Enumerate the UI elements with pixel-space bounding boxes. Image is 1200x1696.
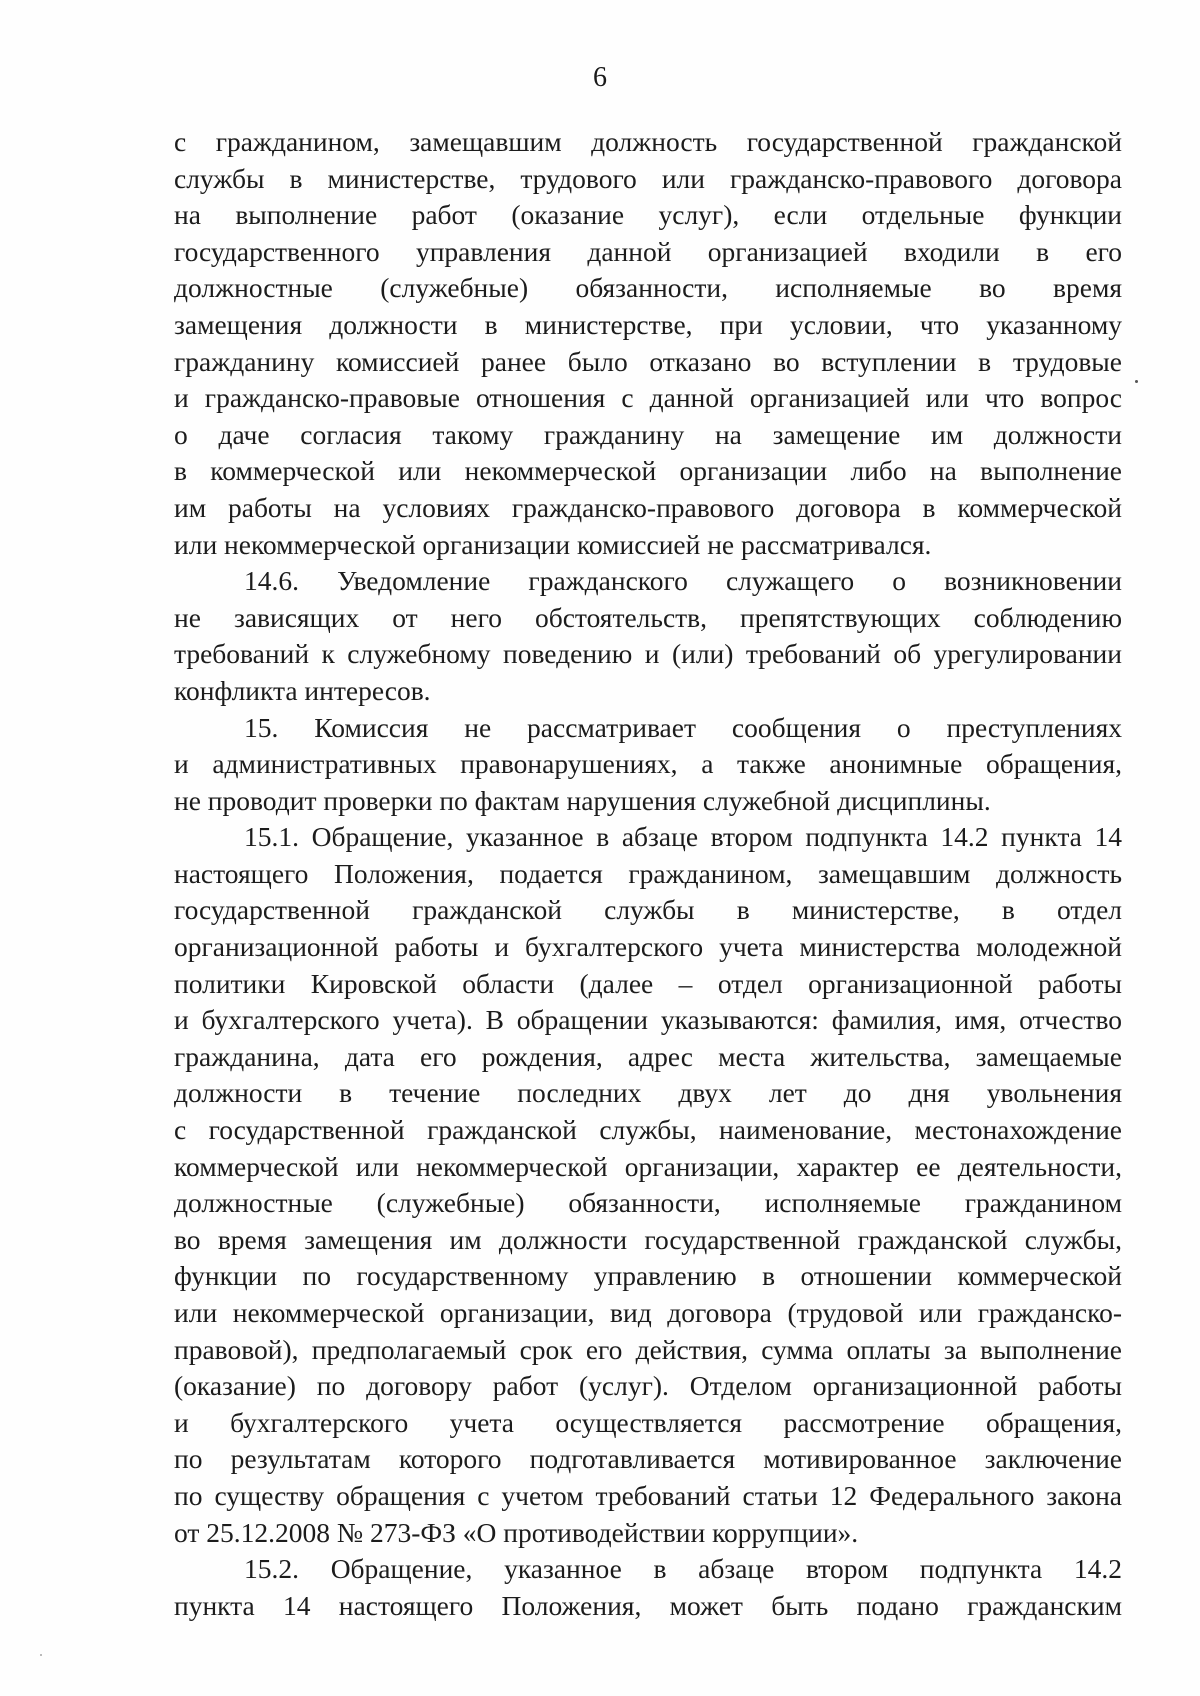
- text-line: 15.2. Обращение, указанное в абзаце втором подпункта 14.2: [244, 1553, 1122, 1585]
- text-line: им работы на условиях гражданско-правового договора в коммерческой: [174, 491, 1122, 523]
- text-line: по результатам которого подготавливается мотивированное заключение: [174, 1443, 1122, 1475]
- text-line: от 25.12.2008 № 273-ФЗ «О противодействии коррупции».: [174, 1516, 859, 1548]
- text-line: в коммерческой или некоммерческой организации либо на выполнение: [174, 455, 1122, 487]
- text-line: правовой), предполагаемый срок его действия, сумма оплаты за выполнение: [174, 1333, 1122, 1365]
- text-line: и бухгалтерского учета осуществляется рассмотрение обращения,: [174, 1406, 1122, 1438]
- text-line: на выполнение работ (оказание услуг), если отдельные функции: [174, 199, 1122, 231]
- text-line: или некоммерческой организации, вид договора (трудовой или гражданско-: [174, 1297, 1122, 1328]
- text-line: функции по государственному управлению в отношении коммерческой: [174, 1260, 1122, 1292]
- text-line: 15.1. Обращение, указанное в абзаце втором подпункта 14.2 пункта 14: [244, 821, 1122, 853]
- scan-speck: [40, 1654, 42, 1656]
- text-line: службы в министерстве, трудового или гражданско-правового договора: [174, 162, 1122, 194]
- text-line: гражданину комиссией ранее было отказано во вступлении в трудовые: [174, 345, 1122, 377]
- text-line: по существу обращения с учетом требований статьи 12 Федерального закона: [174, 1479, 1122, 1511]
- text-line: с государственной гражданской службы, наименование, местонахождение: [174, 1114, 1122, 1146]
- text-line: (оказание) по договору работ (услуг). Отделом организационной работы: [174, 1370, 1122, 1402]
- text-line: должностные (служебные) обязанности, исполняемые гражданином: [174, 1187, 1122, 1219]
- text-line: должности в течение последних двух лет до дня увольнения: [174, 1077, 1122, 1109]
- text-line: конфликта интересов.: [174, 674, 431, 706]
- text-line: во время замещения им должности государственной гражданской службы,: [174, 1223, 1122, 1255]
- text-line: о даче согласия такому гражданину на замещение им должности: [174, 418, 1122, 450]
- text-line: и бухгалтерского учета). В обращении указываются: фамилия, имя, отчество: [174, 1004, 1122, 1036]
- text-line: с гражданином, замещавшим должность государственной гражданской: [174, 126, 1122, 157]
- text-line: требований к служебному поведению и (или) требований об урегулировании: [174, 638, 1122, 670]
- page-number: 6: [593, 62, 607, 93]
- text-line: настоящего Положения, подается гражданином, замещавшим должность: [174, 857, 1122, 889]
- text-line: пункта 14 настоящего Положения, может быть подано гражданским: [174, 1589, 1122, 1621]
- text-line: и административных правонарушениях, а также анонимные обращения,: [174, 748, 1122, 780]
- text-line: коммерческой или некоммерческой организации, характер ее деятельности,: [174, 1150, 1122, 1182]
- text-line: политики Кировской области (далее – отдел организационной работы: [174, 967, 1122, 999]
- text-line: 15. Комиссия не рассматривает сообщения о преступлениях: [244, 711, 1122, 743]
- text-line: 14.6. Уведомление гражданского служащего о возникновении: [244, 565, 1122, 597]
- text-line: государственной гражданской службы в министерстве, в отдел: [174, 894, 1122, 926]
- text-line: замещения должности в министерстве, при условии, что указанному: [174, 308, 1122, 340]
- text-line: должностные (служебные) обязанности, исполняемые во время: [174, 272, 1122, 304]
- document-body: [174, 124, 1122, 1624]
- text-line: и гражданско-правовые отношения с данной организацией или что вопрос: [174, 382, 1122, 414]
- text-line: гражданина, дата его рождения, адрес места жительства, замещаемые: [174, 1040, 1122, 1072]
- text-line: не зависящих от него обстоятельств, препятствующих соблюдению: [174, 601, 1122, 633]
- text-line: государственного управления данной организацией входили в его: [174, 235, 1122, 267]
- scan-speck: [1135, 380, 1138, 383]
- text-line: или некоммерческой организации комиссией не рассматривался.: [174, 528, 932, 560]
- text-line: не проводит проверки по фактам нарушения служебной дисциплины.: [174, 784, 991, 816]
- text-line: организационной работы и бухгалтерского учета министерства молодежной: [174, 931, 1122, 963]
